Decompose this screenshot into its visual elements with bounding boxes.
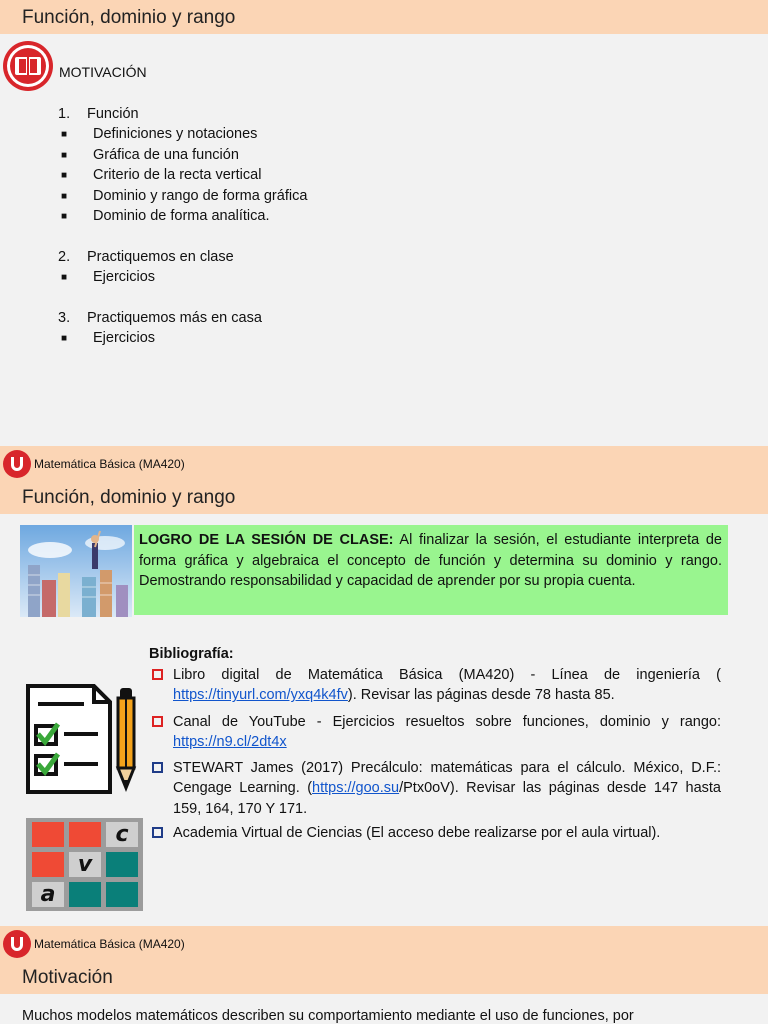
books-achievement-image [20, 525, 132, 617]
outline-bullet-item [58, 206, 270, 227]
bibliography-link[interactable]: https://tinyurl.com/yxq4k4fv [173, 687, 348, 704]
logo-tile [32, 852, 64, 877]
item-number: 2. [58, 248, 71, 265]
outline-numbered-item [58, 308, 262, 328]
square-bullet-icon: ■ [61, 149, 68, 161]
bibliography-title: Bibliografía: [149, 646, 234, 662]
slide3-title: Motivación [22, 967, 113, 988]
outline-numbered-item [58, 104, 139, 124]
bibliography-link[interactable]: https://n9.cl/2dt4x [173, 733, 287, 750]
bibliography-text: ). Revisar las páginas desde 78 hasta 85. [347, 687, 615, 704]
achievement-text: Al finalizar la sesión, el estudiante interpreta de forma gráfica y algebraica el concepto de función y determina su dominio y rango. Demostrando responsabilidad y capacidad de aprender por su propia cuenta. [139, 532, 722, 589]
course-name: Matemática Básica (MA420) [34, 457, 185, 471]
item-label: Función [87, 106, 139, 122]
item-label: Dominio de forma analítica. [93, 208, 270, 224]
motivation-logo-icon [2, 40, 54, 92]
slide1-title: Función, dominio y rango [22, 7, 236, 28]
bibliography-text: Academia Virtual de Ciencias (El acceso debe realizarse por el aula virtual). [173, 825, 661, 842]
bibliography-link[interactable]: https://goo.su [312, 780, 400, 797]
bibliography-item [149, 712, 721, 753]
item-label: Ejercicios [93, 330, 156, 347]
item-label: Dominio y rango de forma gráfica [93, 187, 308, 204]
bibliography-list [149, 665, 721, 849]
item-number: 1. [58, 106, 71, 122]
outline-bullet-item [58, 145, 239, 166]
item-label: Practiquemos más en casa [87, 310, 262, 326]
logo-tile [69, 822, 101, 847]
outline-bullet-item [58, 328, 155, 349]
outline-bullet-item [58, 186, 307, 207]
checkbox-bullet-icon [152, 716, 163, 727]
academia-virtual-logo [26, 818, 143, 911]
upc-logo-icon [2, 929, 32, 959]
session-achievement-box [134, 525, 728, 615]
checkbox-bullet-icon [152, 669, 163, 680]
item-number: 3. [58, 310, 71, 326]
bibliography-item [149, 758, 721, 819]
item-label: Practiquemos en clase [87, 248, 234, 265]
logo-tile [106, 852, 138, 877]
outline-bullet-item [58, 124, 257, 145]
square-bullet-icon: ■ [61, 272, 68, 284]
square-bullet-icon: ■ [61, 211, 68, 222]
bibliography-text: STEWART James (2017) Precálculo: matemáticas para el cálculo. México, D.F.: Cengage Learning. ( [173, 760, 721, 797]
motivation-label: MOTIVACIÓN [59, 64, 147, 80]
slide2-title: Función, dominio y rango [22, 487, 236, 508]
motivation-paragraph: Muchos modelos matemáticos describen su comportamiento mediante el uso de funciones, por [22, 1008, 634, 1024]
logo-tile-a: a [32, 882, 64, 907]
checkbox-bullet-icon [152, 827, 163, 838]
achievement-label: LOGRO DE LA SESIÓN DE CLASE: [139, 532, 394, 548]
logo-tile [106, 882, 138, 907]
outline-bullet-item [58, 267, 155, 288]
logo-tile [32, 822, 64, 847]
item-label: Definiciones y notaciones [93, 126, 258, 143]
bibliography-item [149, 823, 721, 843]
logo-tile-c: c [106, 822, 138, 847]
checklist-pencil-icon [24, 684, 144, 796]
bibliography-text: /Ptx0oV). Revisar las páginas desde 147 hasta 159, 164, 170 Y 171. [173, 780, 721, 817]
checkbox-bullet-icon [152, 762, 163, 773]
square-bullet-icon: ■ [61, 190, 68, 202]
square-bullet-icon: ■ [61, 333, 68, 345]
square-bullet-icon: ■ [61, 129, 68, 141]
square-bullet-icon: ■ [61, 170, 68, 182]
logo-tile-v: v [69, 852, 101, 877]
item-label: Gráfica de una función [93, 146, 239, 163]
item-label: Ejercicios [93, 269, 156, 286]
outline-numbered-item [58, 247, 234, 267]
item-label: Criterio de la recta vertical [93, 167, 262, 184]
bibliography-text: Canal de YouTube - Ejercicios resueltos sobre funciones, dominio y rango: [173, 713, 721, 730]
bibliography-text: Libro digital de Matemática Básica (MA420) - Línea de ingeniería ( [173, 667, 721, 683]
outline-bullet-item [58, 165, 261, 186]
bibliography-item [149, 665, 721, 706]
logo-tile [69, 882, 101, 907]
course-name: Matemática Básica (MA420) [34, 937, 185, 951]
upc-logo-icon [2, 449, 32, 479]
